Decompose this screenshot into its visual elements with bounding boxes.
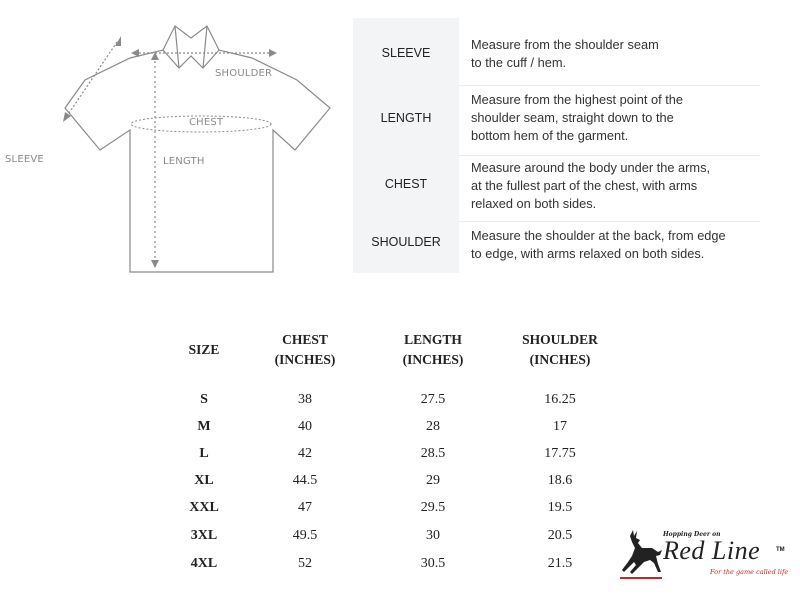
hopping-deer-icon [620, 528, 664, 584]
length-cell: 28 [426, 419, 440, 434]
chest-cell: 52 [298, 556, 312, 571]
size-cell: 3XL [190, 528, 218, 543]
header-line: CHEST [282, 332, 328, 347]
size-cell: XL [194, 473, 214, 488]
shoulder-cell: 16.25 [544, 392, 576, 407]
guide-description [471, 159, 757, 213]
length-cell: 30 [426, 528, 440, 543]
shoulder-cell: 17 [553, 419, 567, 434]
logo-trademark: TM [776, 547, 785, 553]
guide-row-shoulder [353, 222, 760, 273]
logo-slogan: For the game called life [710, 568, 789, 576]
shoulder-cell: 17.75 [544, 446, 576, 461]
guide-line: at the fullest part of the chest, with arms [471, 178, 698, 193]
header-shoulder [505, 330, 615, 370]
guide-line: to edge, with arms relaxed on both sides. [471, 246, 705, 261]
guide-line: Measure the shoulder at the back, from edge [471, 228, 726, 243]
size-cell: XXL [189, 500, 219, 515]
diagram-label-length: LENGTH [163, 156, 205, 167]
chest-cell: 44.5 [292, 473, 318, 488]
size-cell: 4XL [190, 556, 218, 571]
measurement-guide [353, 18, 760, 273]
header-line: (INCHES) [274, 352, 336, 367]
diagram-label-sleeve: SLEEVE [5, 154, 44, 165]
guide-line: bottom hem of the garment. [471, 128, 629, 143]
guide-description [471, 36, 757, 72]
header-chest [255, 330, 355, 370]
logo-tagline: Hopping Deer on [663, 531, 721, 538]
length-cell: 29 [426, 473, 440, 488]
length-cell: 28.5 [420, 446, 446, 461]
shirt-diagram [5, 20, 345, 280]
red-line-logo [620, 528, 790, 588]
shoulder-cell: 20.5 [547, 528, 573, 543]
chest-cell: 47 [298, 500, 312, 515]
guide-description [471, 227, 757, 263]
length-cell: 29.5 [420, 500, 446, 515]
diagram-label-chest: CHEST [189, 117, 224, 128]
guide-description [471, 91, 757, 145]
guide-line: shoulder seam, straight down to the [471, 110, 674, 125]
shoulder-cell: 21.5 [547, 556, 573, 571]
guide-row-sleeve [353, 18, 760, 86]
chest-cell: 38 [298, 392, 312, 407]
header-line: SHOULDER [522, 332, 598, 347]
guide-row-chest [353, 156, 760, 222]
size-cell: L [199, 446, 209, 461]
guide-line: Measure around the body under the arms, [471, 160, 711, 175]
shoulder-cell: 18.6 [547, 473, 573, 488]
chest-cell: 49.5 [292, 528, 318, 543]
chest-cell: 42 [298, 446, 312, 461]
guide-line: to the cuff / hem. [471, 55, 567, 70]
guide-label: LENGTH [380, 111, 432, 125]
guide-line: Measure from the shoulder seam [471, 37, 659, 52]
guide-line: relaxed on both sides. [471, 196, 597, 211]
diagram-label-shoulder: SHOULDER [215, 68, 273, 79]
size-cell: M [197, 419, 211, 434]
guide-row-length [353, 86, 760, 156]
chest-cell: 40 [298, 419, 312, 434]
shirt-outline-icon [55, 20, 345, 280]
length-cell: 30.5 [420, 556, 446, 571]
guide-label: SHOULDER [371, 235, 441, 249]
logo-name: Red Line [663, 536, 761, 565]
header-length [383, 330, 483, 370]
guide-line: Measure from the highest point of the [471, 92, 683, 107]
guide-label: SLEEVE [381, 46, 431, 60]
guide-label: CHEST [384, 177, 428, 191]
shoulder-cell: 19.5 [547, 500, 573, 515]
header-size: SIZE [188, 342, 220, 357]
header-line: (INCHES) [402, 352, 464, 367]
size-cell: S [200, 392, 208, 407]
length-cell: 27.5 [420, 392, 446, 407]
header-line: LENGTH [404, 332, 462, 347]
header-line: (INCHES) [529, 352, 591, 367]
